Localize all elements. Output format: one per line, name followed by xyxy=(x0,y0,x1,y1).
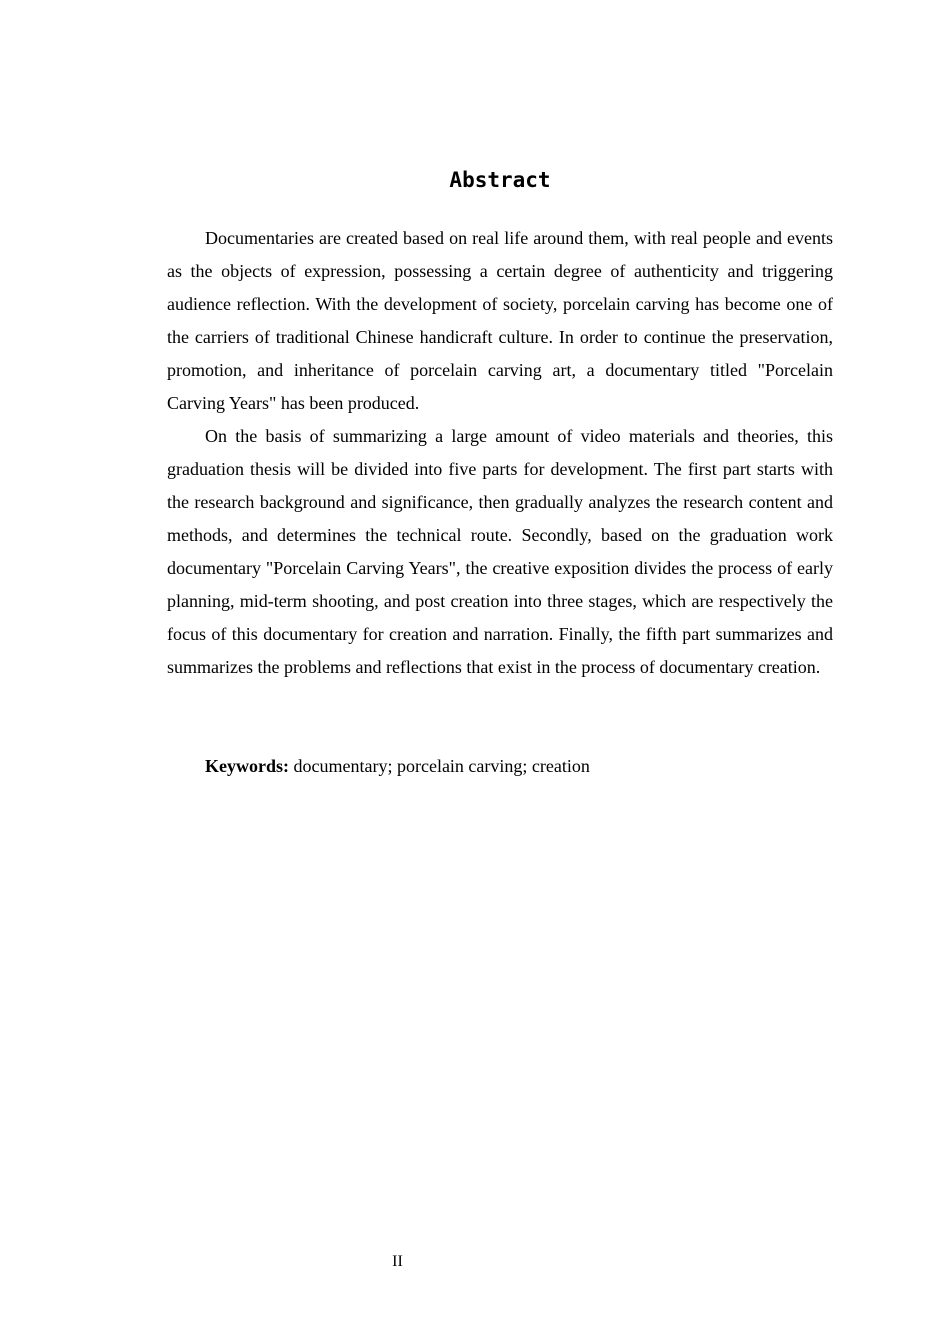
page-title: Abstract xyxy=(449,168,551,192)
keywords-line xyxy=(167,750,833,783)
abstract-paragraph-1: Documentaries are created based on real life around them, with real people and events as the objects of expression, possessing a certain degree of authenticity and triggering audience reflection. With the development of society, porcelain carving has become one of the carriers of traditional Chinese handicraft culture. In order to continue the preservation, promotion, and inheritance of porcelain carving art, a documentary titled "Porcelain Carving Years" has been produced. xyxy=(167,228,833,413)
keywords-label: Keywords: xyxy=(205,756,289,776)
keywords-text: documentary; porcelain carving; creation xyxy=(293,756,590,776)
abstract-paragraph-2: On the basis of summarizing a large amount of video materials and theories, this graduation thesis will be divided into five parts for development. The first part starts with the research background and significance, then gradually analyzes the research content and methods, and determines the technical route. Secondly, based on the graduation work documentary "Porcelain Carving Years", the creative exposition divides the process of early planning, mid-term shooting, and post creation into three stages, which are respectively the focus of this documentary for creation and narration. Finally, the fifth part summarizes and summarizes the problems and reflections that exist in the process of documentary creation. xyxy=(167,426,833,677)
page-number: II xyxy=(392,1253,403,1270)
abstract-body xyxy=(167,222,833,684)
